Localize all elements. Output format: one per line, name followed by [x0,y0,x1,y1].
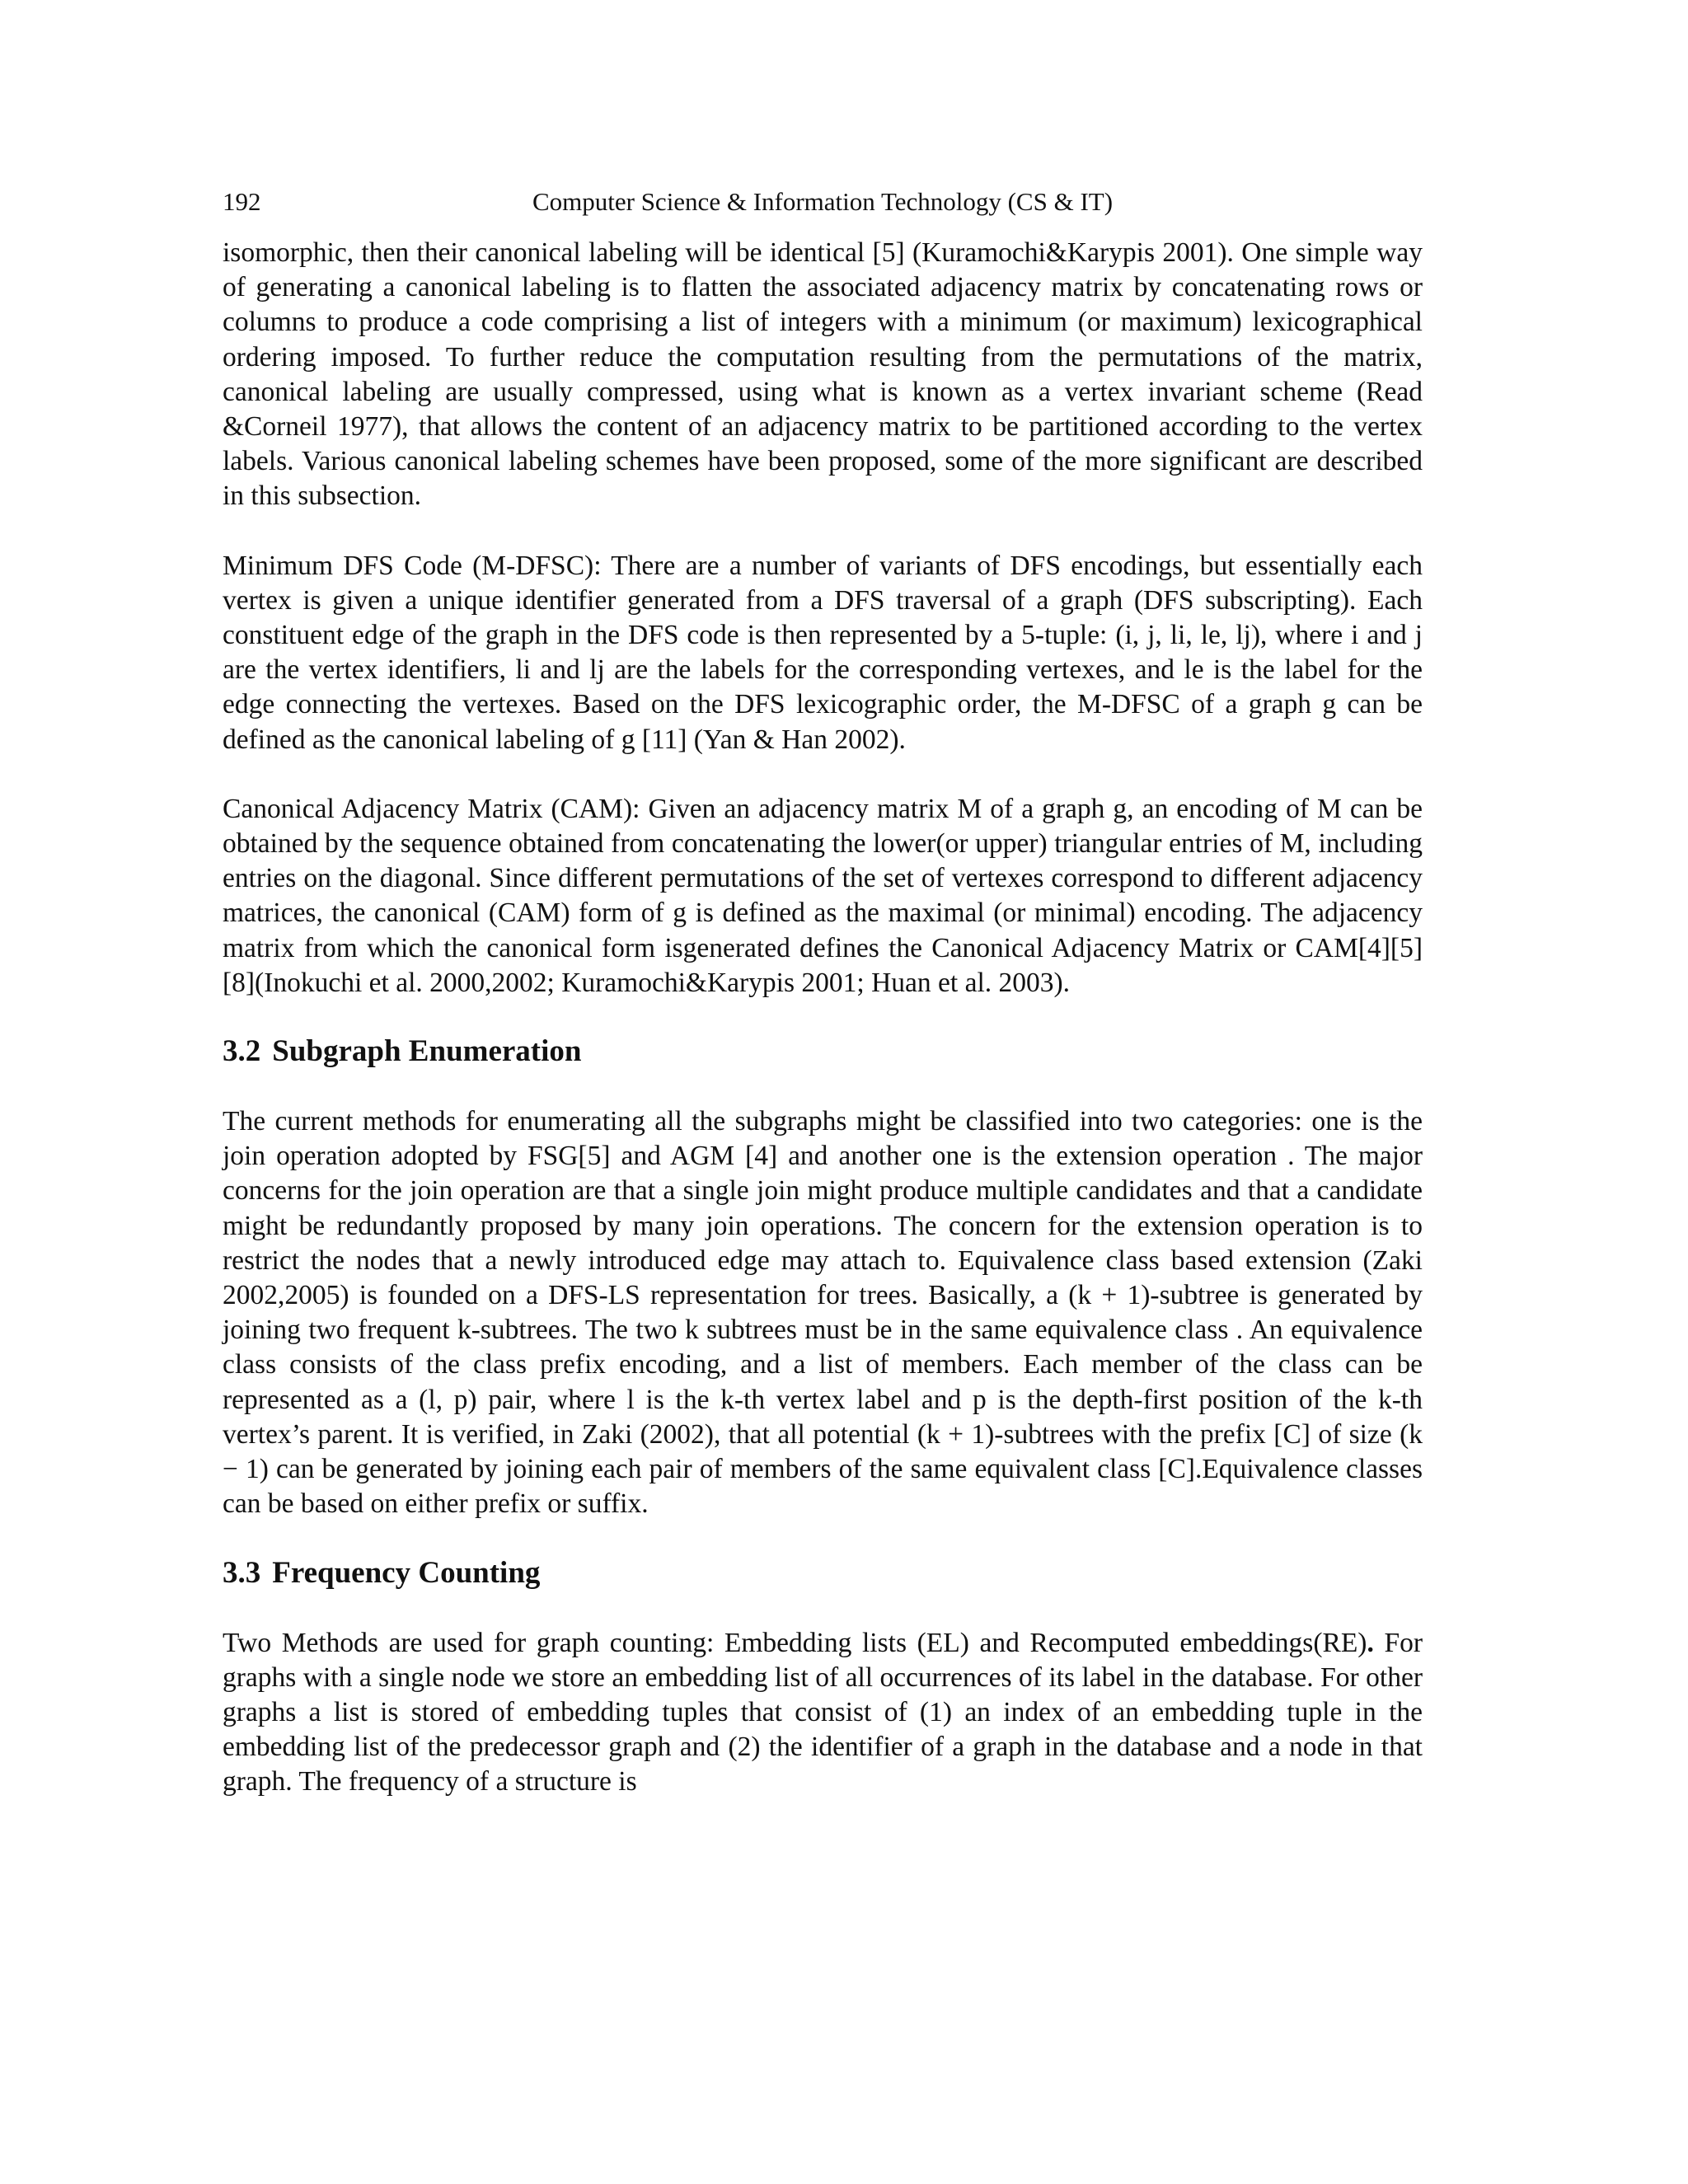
section-number: 3.3 [223,1555,261,1590]
paragraph-m-dfsc: Minimum DFS Code (M-DFSC): There are a number of variants of DFS encodings, but essentially each vertex is given a unique identifier generated from a DFS traversal of a graph (DFS subscripting). Each constituent edge of the graph in the DFS code is then represented by a 5-tuple: (i, j, li, le, lj), where i and j are the vertex identifiers, li and lj are the labels for the corresponding vertexes, and le is the label for the edge connecting the vertexes. Based on the DFS lexicographic order, the M-DFSC of a graph g can be defined as the canonical labeling of g [11] (Yan & Han 2002). [223,550,1423,755]
paragraph-frequency-counting [223,1626,1423,1800]
journal-title: Computer Science & Information Technology (CS & IT) [532,187,1114,216]
section-number: 3.2 [223,1034,261,1069]
paragraph-text-rest: For graphs with a single node we store an embedding list of all occurrences of its label in the database. For other graphs a list is stored of embedding tuples that consist of (1) an index of an embedding tuple in the embedding list of the predecessor graph and (2) the identifier of a graph in the database and a node in that graph. The frequency of a structure is [223,1627,1423,1797]
section-title: Subgraph Enumeration [272,1034,582,1069]
paragraph-text-start: Two Methods are used for graph counting: Embedding lists (EL) and Recomputed embeddings(RE) [223,1627,1367,1658]
body-text [223,236,1423,1800]
section-title: Frequency Counting [272,1555,541,1590]
section-heading-subgraph-enumeration [223,1033,1423,1070]
paragraph-cam: Canonical Adjacency Matrix (CAM): Given an adjacency matrix M of a graph g, an encoding of M can be obtained by the sequence obtained from concatenating the lower(or upper) triangular entries of M, including entries on the diagonal. Since different permutations of the set of vertexes correspond to different adjacency matrices, the canonical (CAM) form of g is defined as the maximal (or minimal) encoding. The adjacency matrix from which the canonical form isgenerated defines the Canonical Adjacency Matrix or CAM[4][5][8](Inokuchi et al. 2000,2002; Kuramochi&Karypis 2001; Huan et al. 2003). [223,793,1423,998]
page-number: 192 [223,187,261,216]
running-header [223,183,1423,221]
section-heading-frequency-counting [223,1555,1423,1591]
paragraph-canonical-labeling: isomorphic, then their canonical labeling will be identical [5] (Kuramochi&Karypis 2001). One simple way of generating a canonical labeling is to flatten the associated adjacency matrix by concatenating rows or columns to produce a code comprising a list of integers with a minimum (or maximum) lexicographical ordering imposed. To further reduce the computation resulting from the permutations of the matrix, canonical labeling are usually compressed, using what is known as a vertex invariant scheme (Read &Corneil 1977), that allows the content of an adjacency matrix to be partitioned according to the vertex labels. Various canonical labeling schemes have been proposed, some of the more significant are described in this subsection. [223,237,1423,512]
bold-period: . [1367,1627,1374,1658]
paragraph-subgraph-enumeration: The current methods for enumerating all the subgraphs might be classified into two categories: one is the join operation adopted by FSG[5] and AGM [4] and another one is the extension operation . The major concerns for the join operation are that a single join might produce multiple candidates and that a candidate might be redundantly proposed by many join operations. The concern for the extension operation is to restrict the nodes that a newly introduced edge may attach to. Equivalence class based extension (Zaki 2002,2005) is founded on a DFS-LS representation for trees. Basically, a (k + 1)-subtree is generated by joining two frequent k-subtrees. The two k subtrees must be in the same equivalence class . An equivalence class consists of the class prefix encoding, and a list of members. Each member of the class can be represented as a (l, p) pair, where l is the k-th vertex label and p is the depth-first position of the k-th vertex’s parent. It is verified, in Zaki (2002), that all potential (k + 1)-subtrees with the prefix [C] of size (k − 1) can be generated by joining each pair of members of the same equivalent class [C].Equivalence classes can be based on either prefix or suffix. [223,1106,1423,1520]
